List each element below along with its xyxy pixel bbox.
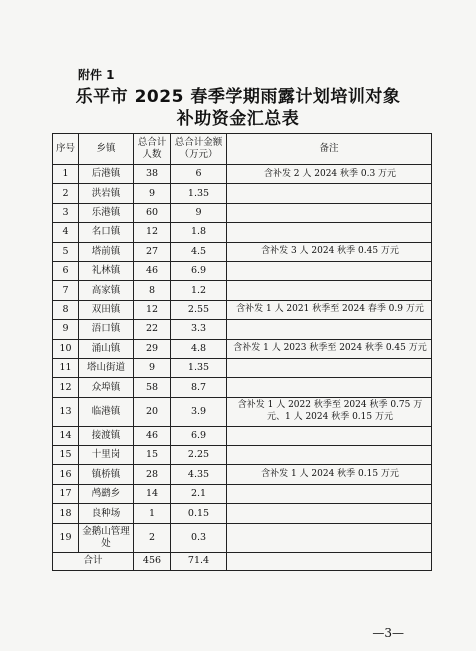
cell-index: 12 — [53, 378, 79, 397]
table-row — [53, 261, 432, 280]
cell-town: 双田镇 — [79, 300, 134, 319]
cell-town: 镇桥镇 — [79, 465, 134, 484]
cell-note — [227, 281, 432, 300]
cell-count: 8 — [134, 281, 171, 300]
header-index: 序号 — [53, 134, 79, 165]
cell-amount: 1.35 — [171, 358, 227, 377]
title-line-1: 乐平市 2025 春季学期雨露计划培训对象 — [75, 87, 401, 107]
table-row — [53, 165, 432, 184]
cell-town: 礼林镇 — [79, 261, 134, 280]
total-row — [53, 552, 432, 570]
table-row — [53, 397, 432, 426]
cell-note — [227, 504, 432, 523]
cell-amount: 0.3 — [171, 523, 227, 552]
table-row — [53, 523, 432, 552]
cell-count: 60 — [134, 203, 171, 222]
table-row — [53, 203, 432, 222]
cell-note — [227, 378, 432, 397]
title-line-2: 补助资金汇总表 — [176, 109, 300, 129]
cell-note: 含补发 1 人 2021 秋季至 2024 春季 0.9 万元 — [227, 300, 432, 319]
cell-note: 含补发 2 人 2024 秋季 0.3 万元 — [227, 165, 432, 184]
cell-index: 7 — [53, 281, 79, 300]
table-row — [53, 242, 432, 261]
cell-amount: 8.7 — [171, 378, 227, 397]
cell-count: 14 — [134, 484, 171, 503]
cell-count: 9 — [134, 358, 171, 377]
cell-note — [227, 203, 432, 222]
table-row — [53, 465, 432, 484]
cell-town: 高家镇 — [79, 281, 134, 300]
cell-count: 28 — [134, 465, 171, 484]
cell-amount: 2.25 — [171, 446, 227, 465]
cell-index: 19 — [53, 523, 79, 552]
header-note: 备注 — [227, 134, 432, 165]
cell-count: 2 — [134, 523, 171, 552]
cell-amount: 3.9 — [171, 397, 227, 426]
cell-amount: 6.9 — [171, 426, 227, 445]
cell-count: 15 — [134, 446, 171, 465]
cell-index: 17 — [53, 484, 79, 503]
cell-town: 良种场 — [79, 504, 134, 523]
table-row — [53, 504, 432, 523]
cell-count: 1 — [134, 504, 171, 523]
cell-index: 11 — [53, 358, 79, 377]
cell-amount: 1.8 — [171, 223, 227, 242]
cell-index: 15 — [53, 446, 79, 465]
cell-index: 5 — [53, 242, 79, 261]
cell-note — [227, 426, 432, 445]
cell-note — [227, 184, 432, 203]
cell-town: 后港镇 — [79, 165, 134, 184]
cell-index: 1 — [53, 165, 79, 184]
cell-amount: 4.5 — [171, 242, 227, 261]
cell-town: 十里岗 — [79, 446, 134, 465]
cell-note — [227, 484, 432, 503]
cell-town: 众埠镇 — [79, 378, 134, 397]
cell-town: 金鹅山管理处 — [79, 523, 134, 552]
table-body — [53, 165, 432, 571]
cell-amount: 1.2 — [171, 281, 227, 300]
cell-note — [227, 358, 432, 377]
cell-index: 14 — [53, 426, 79, 445]
cell-amount: 4.35 — [171, 465, 227, 484]
cell-count: 9 — [134, 184, 171, 203]
subsidy-summary-table — [52, 133, 432, 571]
cell-count: 58 — [134, 378, 171, 397]
cell-index: 13 — [53, 397, 79, 426]
table-row — [53, 378, 432, 397]
page-number: —3— — [372, 626, 404, 640]
table-row — [53, 320, 432, 339]
attachment-label: 附件 1 — [78, 68, 115, 82]
cell-amount: 2.55 — [171, 300, 227, 319]
cell-note — [227, 223, 432, 242]
cell-town: 名口镇 — [79, 223, 134, 242]
total-note — [227, 552, 432, 570]
cell-count: 12 — [134, 223, 171, 242]
cell-amount: 6.9 — [171, 261, 227, 280]
cell-index: 16 — [53, 465, 79, 484]
header-town: 乡镇 — [79, 134, 134, 165]
cell-count: 29 — [134, 339, 171, 358]
cell-note: 含补发 1 人 2023 秋季至 2024 秋季 0.45 万元 — [227, 339, 432, 358]
cell-note: 含补发 3 人 2024 秋季 0.45 万元 — [227, 242, 432, 261]
cell-town: 塔山街道 — [79, 358, 134, 377]
table-row — [53, 339, 432, 358]
header-count: 总合计人数 — [134, 134, 171, 165]
cell-amount: 9 — [171, 203, 227, 222]
cell-index: 9 — [53, 320, 79, 339]
cell-town: 涌山镇 — [79, 339, 134, 358]
cell-amount: 1.35 — [171, 184, 227, 203]
cell-index: 10 — [53, 339, 79, 358]
cell-index: 4 — [53, 223, 79, 242]
table-row — [53, 223, 432, 242]
cell-town: 鸬鹚乡 — [79, 484, 134, 503]
cell-note — [227, 320, 432, 339]
cell-amount: 4.8 — [171, 339, 227, 358]
cell-town: 乐港镇 — [79, 203, 134, 222]
table-row — [53, 484, 432, 503]
cell-count: 46 — [134, 426, 171, 445]
total-label: 合计 — [53, 552, 134, 570]
table-row — [53, 358, 432, 377]
cell-town: 浯口镇 — [79, 320, 134, 339]
cell-amount: 0.15 — [171, 504, 227, 523]
cell-amount: 6 — [171, 165, 227, 184]
cell-town: 洪岩镇 — [79, 184, 134, 203]
cell-note: 含补发 1 人 2022 秋季至 2024 秋季 0.75 万元、1 人 2024 秋季 0.15 万元 — [227, 397, 432, 426]
table-header-row — [53, 134, 432, 165]
cell-town: 塔前镇 — [79, 242, 134, 261]
cell-count: 22 — [134, 320, 171, 339]
cell-note — [227, 261, 432, 280]
cell-index: 18 — [53, 504, 79, 523]
table-row — [53, 300, 432, 319]
header-amount: 总合计金额（万元） — [171, 134, 227, 165]
cell-amount: 2.1 — [171, 484, 227, 503]
total-count: 456 — [134, 552, 171, 570]
cell-count: 46 — [134, 261, 171, 280]
cell-amount: 3.3 — [171, 320, 227, 339]
table-row — [53, 446, 432, 465]
table-row — [53, 426, 432, 445]
cell-index: 3 — [53, 203, 79, 222]
table-row — [53, 184, 432, 203]
cell-town: 接渡镇 — [79, 426, 134, 445]
total-amount: 71.4 — [171, 552, 227, 570]
cell-count: 27 — [134, 242, 171, 261]
cell-town: 临港镇 — [79, 397, 134, 426]
cell-count: 38 — [134, 165, 171, 184]
cell-note — [227, 446, 432, 465]
cell-note: 含补发 1 人 2024 秋季 0.15 万元 — [227, 465, 432, 484]
cell-index: 8 — [53, 300, 79, 319]
cell-count: 20 — [134, 397, 171, 426]
cell-index: 2 — [53, 184, 79, 203]
cell-count: 12 — [134, 300, 171, 319]
cell-note — [227, 523, 432, 552]
table-row — [53, 281, 432, 300]
cell-index: 6 — [53, 261, 79, 280]
